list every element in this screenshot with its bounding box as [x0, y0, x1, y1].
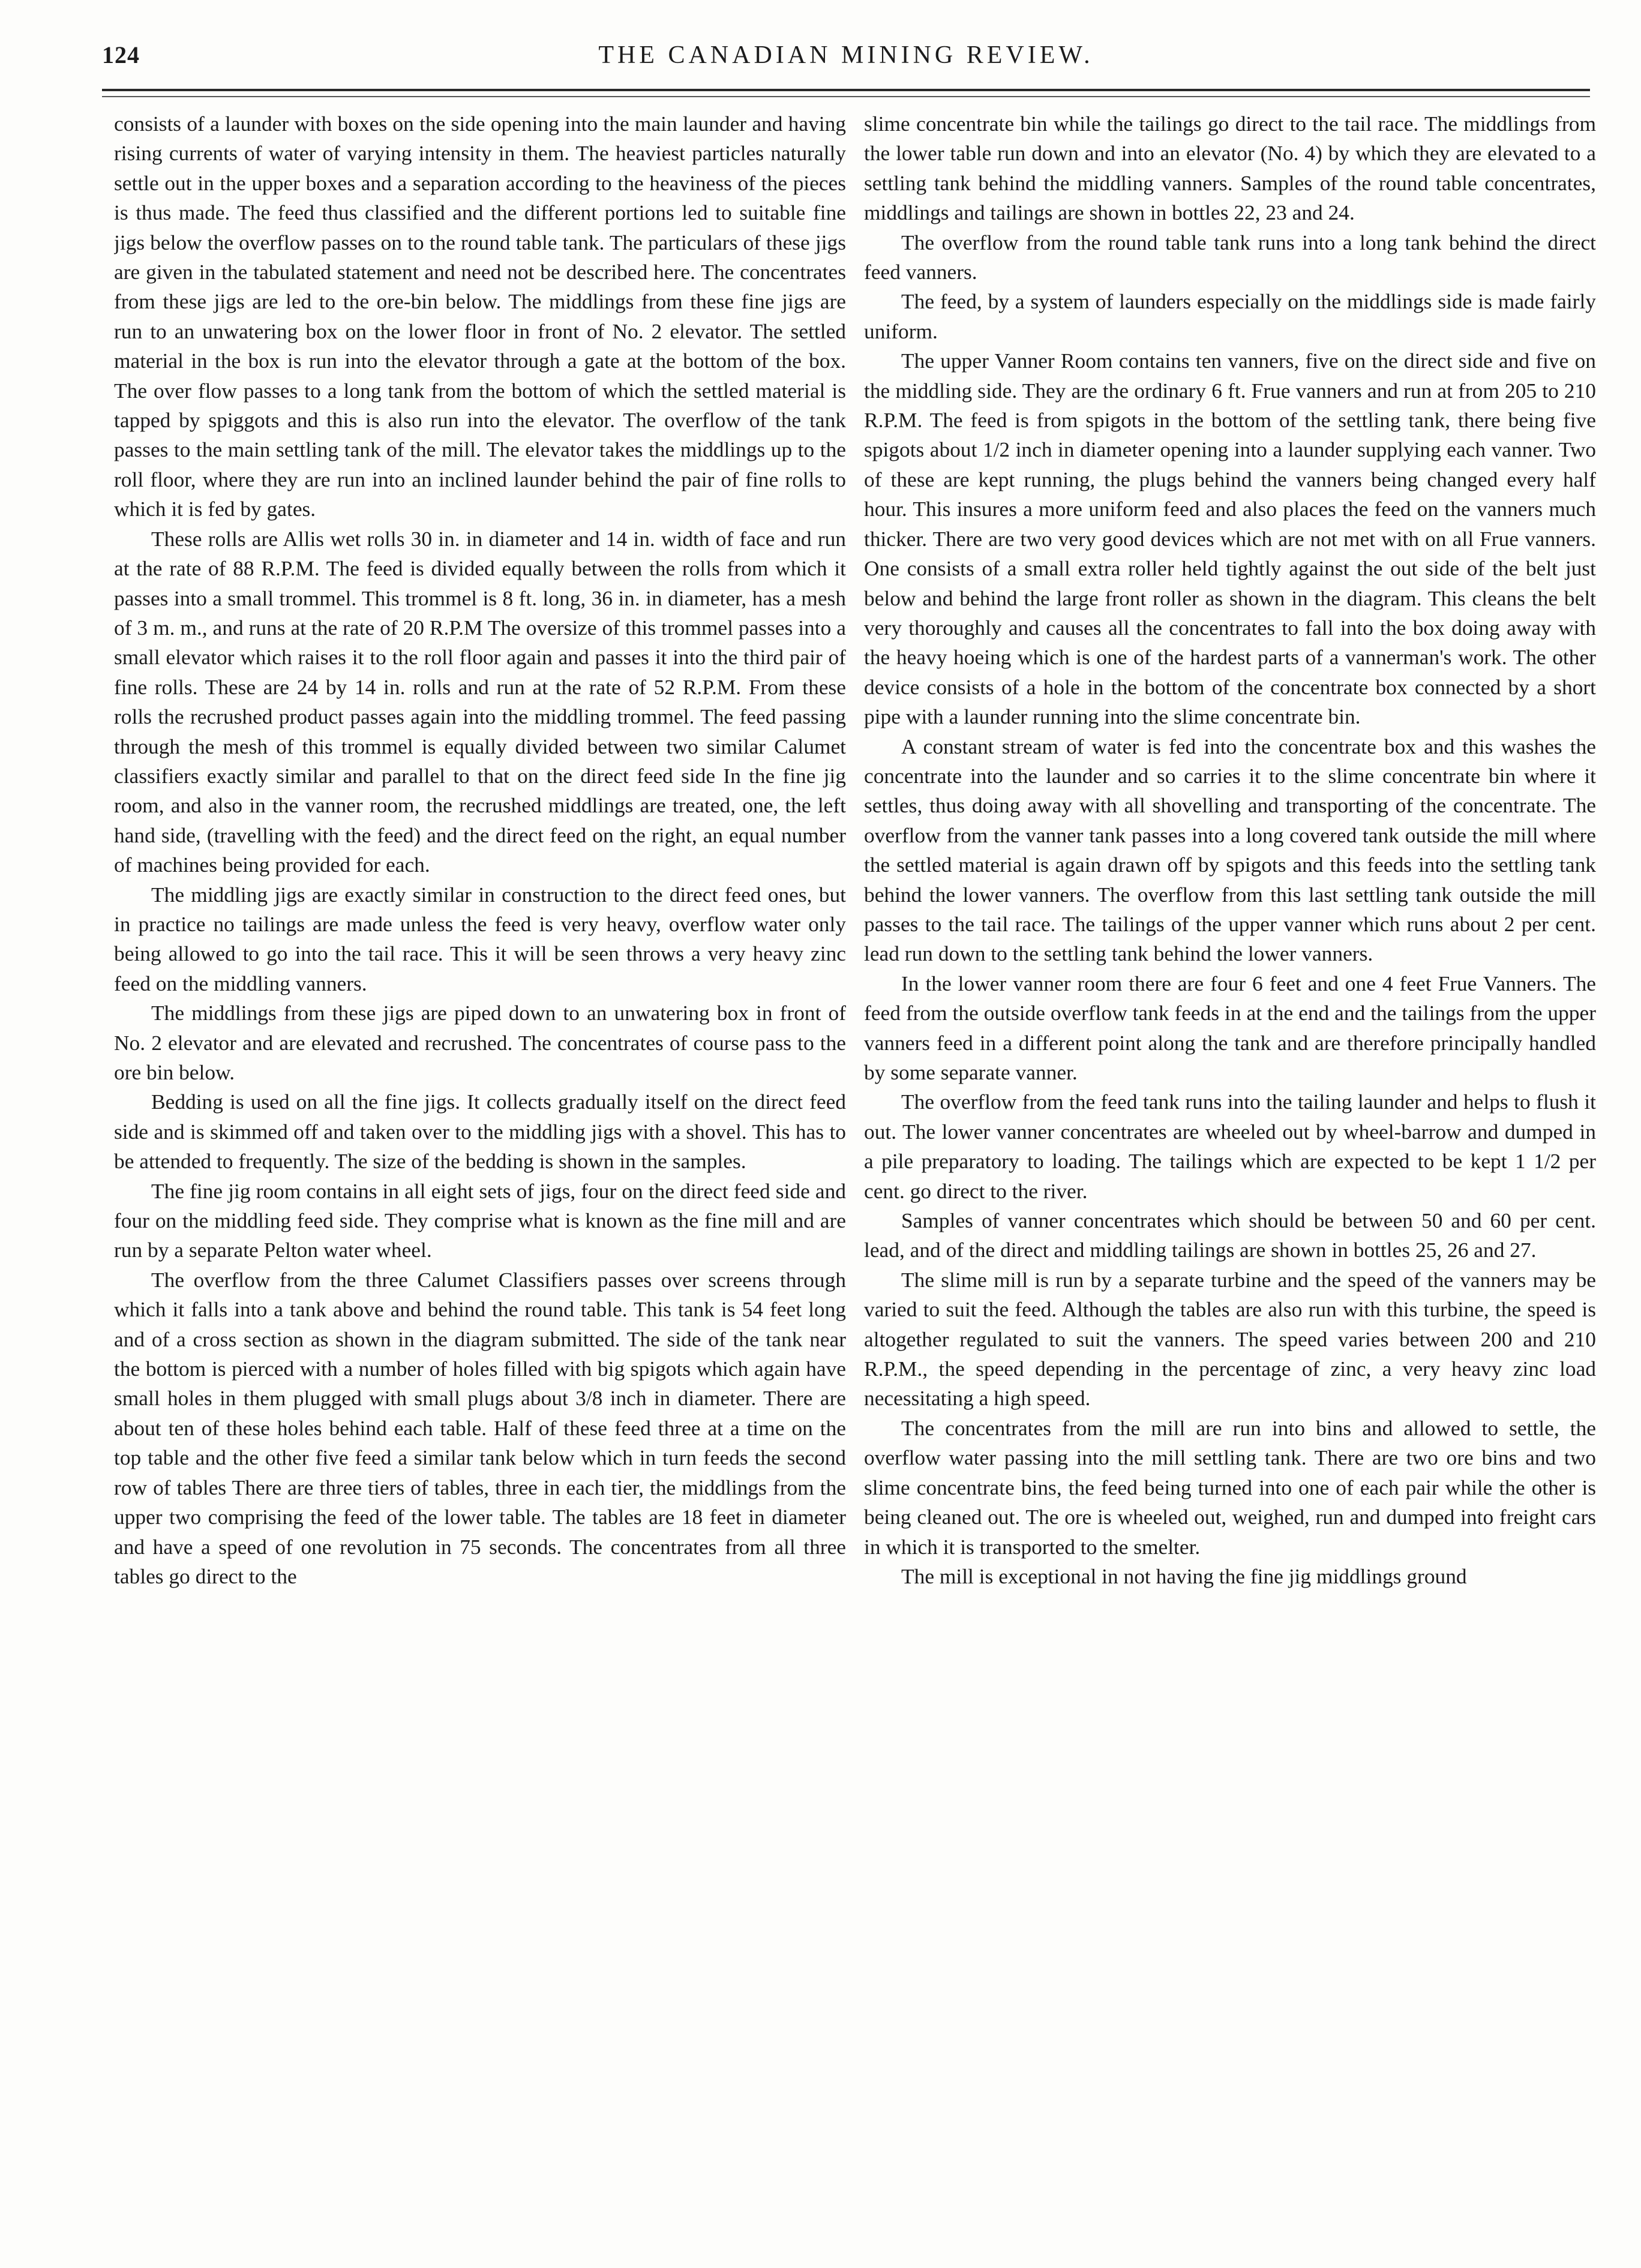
- paragraph: The feed, by a system of launders especially on the middlings side is made fairly uniform.: [864, 289, 1596, 343]
- journal-title: THE CANADIAN MINING REVIEW.: [598, 41, 1094, 69]
- paragraph: A constant stream of water is fed into the concentrate box and this washes the concentrate into the launder and so carries it to the slime concentrate bin where it settles, thus doing away with all shovelling and transporting of the concentrate. The overflow from the vanner tank passes into a long covered tank outside the mill where the settled material is again drawn off by spigots and this feeds into the settling tank behind the lower vanners. The overflow from this last settling tank outside the mill passes to the tail race. The tailings of the upper vanner which runs about 2 per cent. lead run down to the settling tank behind the lower vanners.: [864, 734, 1596, 966]
- paragraph: The middlings from these jigs are piped down to an unwatering box in front of No. 2 elevator and are elevated and recrushed. The concentrates of course pass to the ore bin below.: [114, 1001, 846, 1084]
- paragraph: Bedding is used on all the fine jigs. It collects gradually itself on the direct feed side and is skimmed off and taken over to the middling jigs with a shovel. This has to be attended to frequently. The size of the bedding is shown in the samples.: [114, 1090, 846, 1174]
- paragraph: The concentrates from the mill are run into bins and allowed to settle, the overflow water passing into the mill settling tank. There are two ore bins and two slime concentrate bins, the feed being turned into one of each pair while the other is being cleaned out. The ore is wheeled out, weighed, run and dumped into freight cars in which it is transported to the smelter.: [864, 1415, 1596, 1559]
- paragraph: The fine jig room contains in all eight sets of jigs, four on the direct feed side and four on the middling feed side. They comprise what is known as the fine mill and are run by a separate Pelton water wheel.: [114, 1178, 846, 1262]
- paragraph: The middling jigs are exactly similar in construction to the direct feed ones, but in practice no tailings are made unless the feed is very heavy, overflow water only being allowed to go into the tail race. This it will be seen throws a very heavy zinc feed on the middling vanners.: [114, 882, 846, 995]
- paragraph: slime concentrate bin while the tailings go direct to the tail race. The middlings from the lower table run down and into an elevator (No. 4) by which they are elevated to a settling tank behind the middling vanners. Samples of the round table concentrates, middlings and tailings are shown in bottles 22, 23 and 24.: [864, 112, 1596, 225]
- page-number: 124: [102, 41, 140, 68]
- paragraph: The overflow from the round table tank runs into a long tank behind the direct feed vanners.: [864, 230, 1596, 284]
- paragraph: In the lower vanner room there are four 6 feet and one 4 feet Frue Vanners. The feed from the outside overflow tank feeds in at the end and the tailings from the upper vanners feed in a different point along the tank and are therefore principally handled by some separate vanner.: [864, 971, 1596, 1084]
- header-rule: [102, 89, 1590, 91]
- paragraph: The mill is exceptional in not having the fine jig middlings ground: [901, 1564, 1467, 1588]
- right-column: [864, 109, 1596, 2137]
- paragraph: The slime mill is run by a separate turbine and the speed of the vanners may be varied to suit the feed. Although the tables are also run with this turbine, the speed is altogether regulated to suit the vanners. The speed varies between 200 and 210 R.P.M., the speed depending in the percentage of zinc, a very heavy zinc load necessitating a high speed.: [864, 1267, 1596, 1411]
- paragraph: The upper Vanner Room contains ten vanners, five on the direct side and five on the middling side. They are the ordinary 6 ft. Frue vanners and run at from 205 to 210 R.P.M. The feed is from spigots in the bottom of the settling tank, there being five spigots about 1/2 inch in diameter opening into a launder supplying each vanner. Two of these are kept running, the plugs behind the vanners being changed every half hour. This insures a more uniform feed and also places the feed on the vanners much thicker. There are two very good devices which are not met with on all Frue vanners. One consists of a small extra roller held tightly against the out side of the belt just below and behind the large front roller as shown in the diagram. This cleans the belt very thoroughly and causes all the concentrates to fall into the box doing away with the heavy hoeing which is one of the hardest parts of a vannerman's work. The other device consists of a hole in the bottom of the concentrate box connected by a short pipe with a launder running into the slime concentrate bin.: [864, 349, 1596, 729]
- paragraph: consists of a launder with boxes on the side opening into the main launder and having rising currents of water of varying intensity in them. The heaviest particles naturally settle out in the upper boxes and a separation according to the heaviness of the pieces is thus made. The feed thus classified and the different portions led to suitable fine jigs below the overflow passes on to the round table tank. The particulars of these jigs are given in the tabulated statement and need not be described here. The concentrates from these jigs are led to the ore-bin below. The middlings from these fine jigs are run to an unwatering box on the lower floor in front of No. 2 elevator. The settled material in the box is run into the elevator through a gate at the bottom of the box. The over flow passes to a long tank from the bottom of which the settled material is tapped by spiggots and this is also run into the elevator. The overflow of the tank passes to the main settling tank of the mill. The elevator takes the middlings up to the roll floor, where they are run into an inclined launder behind the pair of fine rolls to which it is fed by gates.: [114, 112, 846, 521]
- paragraph: The overflow from the three Calumet Classifiers passes over screens through which it falls into a tank above and behind the round table. This tank is 54 feet long and of a cross section as shown in the diagram submitted. The side of the tank near the bottom is pierced with a number of holes filled with big spigots which again have small holes in them plugged with small plugs about 3/8 inch in diameter. There are about ten of these holes behind each table. Half of these feed three at a time on the top table and the other five feed a similar tank below which in turn feeds the second row of tables There are three tiers of tables, three in each tier, the middlings from the upper two comprising the feed of the lower table. The tables are 18 feet in diameter and have a speed of one revolution in 75 seconds. The concentrates from all three tables go direct to the: [114, 1267, 846, 1588]
- page-header: [102, 41, 1590, 83]
- paragraph: The overflow from the feed tank runs into the tailing launder and helps to flush it out. The lower vanner concentrates are wheeled out by wheel-barrow and dumped in a pile preparatory to loading. The tailings which are expected to be kept 1 1/2 per cent. go direct to the river.: [864, 1090, 1596, 1203]
- paragraph: These rolls are Allis wet rolls 30 in. in diameter and 14 in. width of face and run at the rate of 88 R.P.M. The feed is divided equally between the rolls from which it passes into a small trommel. This trommel is 8 ft. long, 36 in. in diameter, has a mesh of 3 m. m., and runs at the rate of 20 R.P.M The oversize of this trommel passes into a small elevator which raises it to the roll floor again and passes it into the third pair of fine rolls. These are 24 by 14 in. rolls and run at the rate of 52 R.P.M. From these rolls the recrushed product passes again into the middling trommel. The feed passing through the mesh of this trommel is equally divided between two similar Calumet classifiers exactly similar and parallel to that on the direct feed side In the fine jig room, and also in the vanner room, the recrushed middlings are treated, one, the left hand side, (travelling with the feed) and the direct feed on the right, an equal number of machines being provided for each.: [114, 526, 846, 877]
- header-rule-thin: [102, 96, 1590, 97]
- left-column: [114, 109, 846, 2137]
- paragraph: Samples of vanner concentrates which should be between 50 and 60 per cent. lead, and of the direct and middling tailings are shown in bottles 25, 26 and 27.: [864, 1208, 1596, 1262]
